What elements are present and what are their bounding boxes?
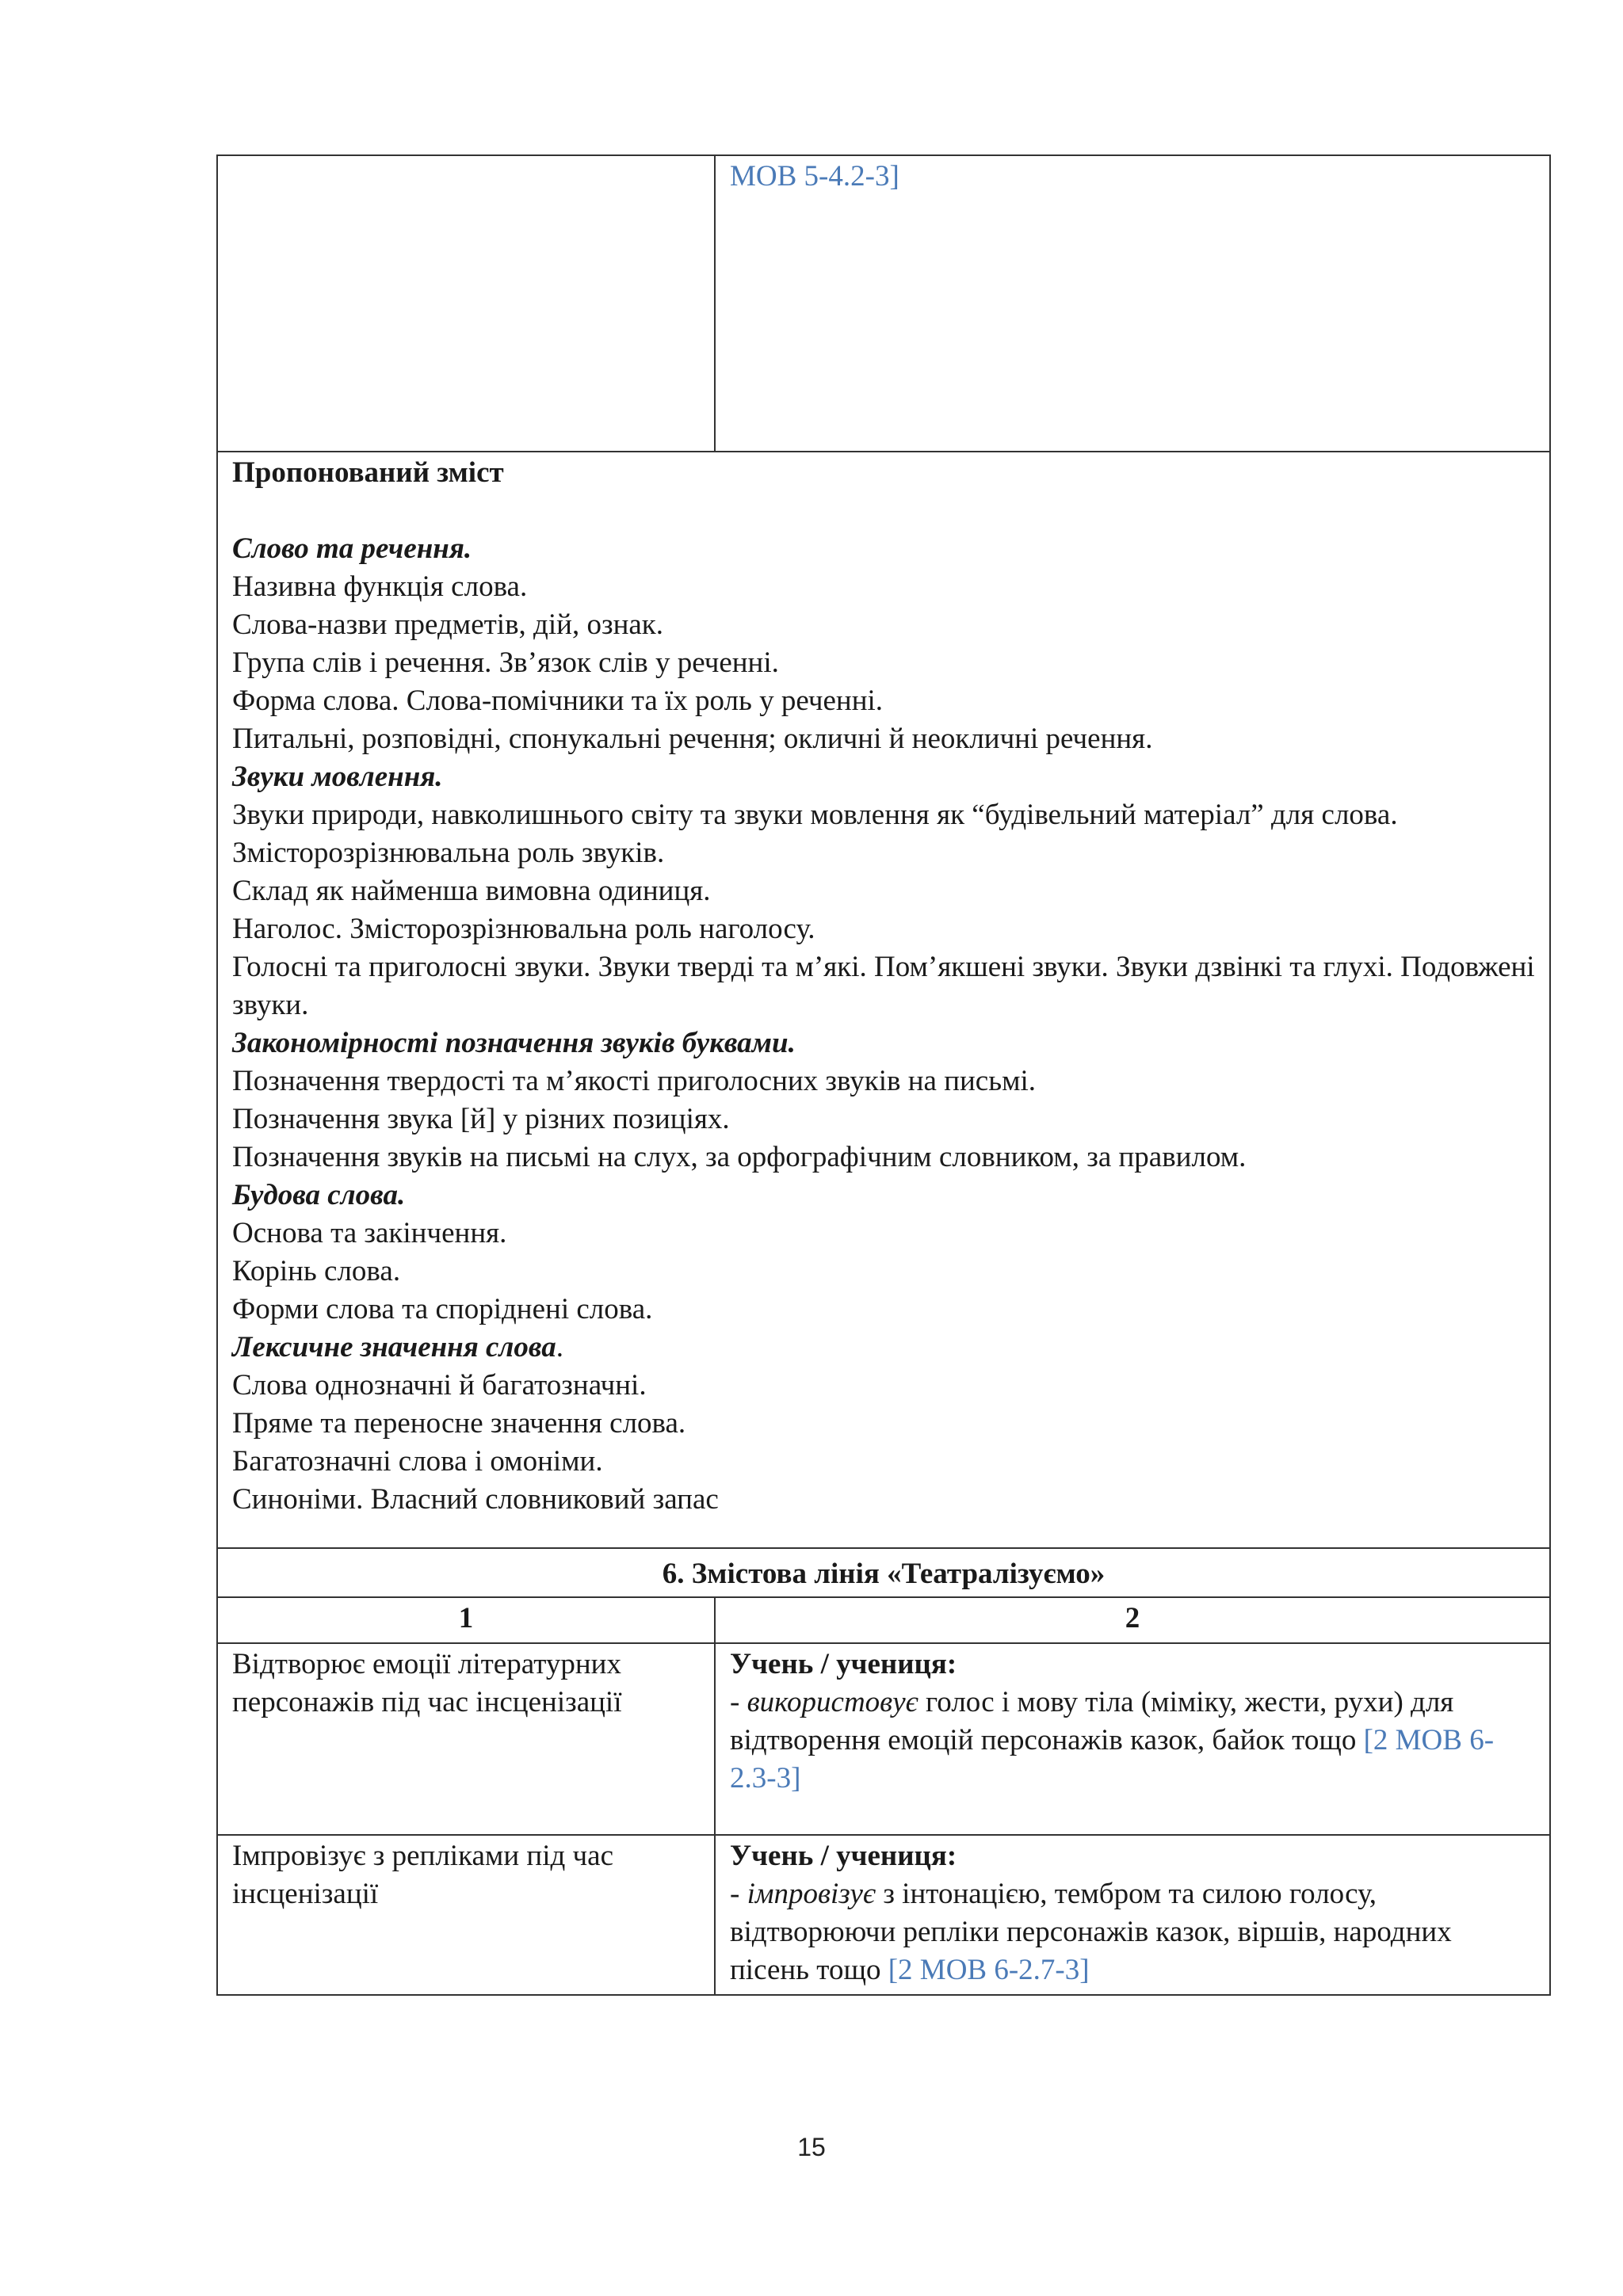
section-title: Звуки мовлення.	[232, 761, 443, 793]
action-verb: використовує	[747, 1686, 918, 1718]
content-line: Позначення звука [й] у різних позиціях.	[232, 1103, 730, 1135]
table-row	[217, 1548, 1550, 1597]
reference-link: [2 МОВ 6-2.3-3]	[730, 1724, 1495, 1794]
section-title-line	[232, 1329, 1535, 1367]
content-line: Основа та закінчення.	[232, 1217, 507, 1249]
table-row	[217, 155, 1550, 452]
reference-cell	[715, 155, 1550, 452]
reference-link: [2 МОВ 6-2.7-3]	[888, 1954, 1090, 1986]
content-line: Група слів і речення. Зв’язок слів у реченні.	[232, 646, 779, 679]
table-row	[217, 1597, 1550, 1643]
section-6-title: 6. Змістова лінія «Театралізуємо»	[217, 1548, 1550, 1597]
section-title: Будова слова.	[232, 1179, 406, 1211]
student-label: Учень / учениця:	[730, 1648, 957, 1680]
indicator-cell	[715, 1643, 1550, 1835]
content-line: Форми слова та споріднені слова.	[232, 1293, 653, 1325]
content-line: Питальні, розповідні, спонукальні речення; окличні й неокличні речення.	[232, 723, 1153, 755]
expected-result-cell: Відтворює емоції літературних персонажів під час інсценізації	[217, 1643, 715, 1835]
content-line: Позначення твердості та м’якості приголосних звуків на письмі.	[232, 1065, 1037, 1097]
proposed-content-cell	[217, 452, 1550, 1548]
table-row	[217, 452, 1550, 1548]
content-line: Звуки природи, навколишнього світу та звуки мовлення як “будівельний матеріал” для слова.	[232, 799, 1398, 831]
section-title: Слово та речення.	[232, 532, 472, 565]
content-heading: Пропонований зміст	[232, 456, 504, 489]
content-line: Голосні та приголосні звуки. Звуки тверді та м’які. Пом’якшені звуки. Звуки дзвінкі та глухі. Подовжені звуки.	[232, 951, 1535, 1021]
empty-cell	[217, 155, 715, 452]
content-line: Багатозначні слова і омоніми.	[232, 1445, 603, 1478]
content-line: Корінь слова.	[232, 1255, 401, 1287]
content-line: Позначення звуків на письмі на слух, за орфографічним словником, за правилом.	[232, 1141, 1247, 1173]
indicator-cell	[715, 1835, 1550, 1995]
table-row	[217, 1835, 1550, 1995]
column-number-1: 1	[217, 1597, 715, 1643]
indicator-text: голос і мову тіла (міміку, жести, рухи) для відтворення емоцій персонажів казок, байок тощо	[730, 1686, 1454, 1756]
content-line: Пряме та переносне значення слова.	[232, 1407, 686, 1440]
content-line: Слова однозначні й багатозначні.	[232, 1369, 647, 1402]
content-line: Склад як найменша вимовна одиниця.	[232, 875, 711, 907]
content-line: Змісторозрізнювальна роль звуків.	[232, 837, 665, 869]
column-number-2: 2	[715, 1597, 1550, 1643]
content-line: Синоніми. Власний словниковий запас	[232, 1483, 719, 1516]
dash: -	[730, 1686, 747, 1718]
table-row	[217, 1643, 1550, 1835]
content-line: Називна функція слова.	[232, 570, 528, 603]
indicator-text: з інтонацією, тембром та силою голосу, відтворюючи репліки персонажів казок, віршів, народних пісень тощо	[730, 1878, 1452, 1986]
content-line: Слова-назви предметів, дій, ознак.	[232, 608, 664, 641]
section-title: Закономірності позначення звуків буквами.	[232, 1027, 796, 1059]
expected-result-cell: Імпровізує з репліками під час інсценізації	[217, 1835, 715, 1995]
page-number: 15	[797, 2133, 826, 2161]
section-title: Лексичне значення слова	[232, 1331, 556, 1363]
student-label: Учень / учениця:	[730, 1840, 957, 1872]
content-line: Форма слова. Слова-помічники та їх роль у реченні.	[232, 685, 884, 717]
content-line: Наголос. Змісторозрізнювальна роль наголосу.	[232, 913, 815, 945]
document-table	[216, 154, 1551, 1996]
action-verb: імпровізує	[747, 1878, 876, 1910]
reference-link: МОВ 5-4.2-3]	[730, 160, 899, 193]
dash: -	[730, 1878, 747, 1910]
section-title-punct: .	[556, 1331, 563, 1363]
